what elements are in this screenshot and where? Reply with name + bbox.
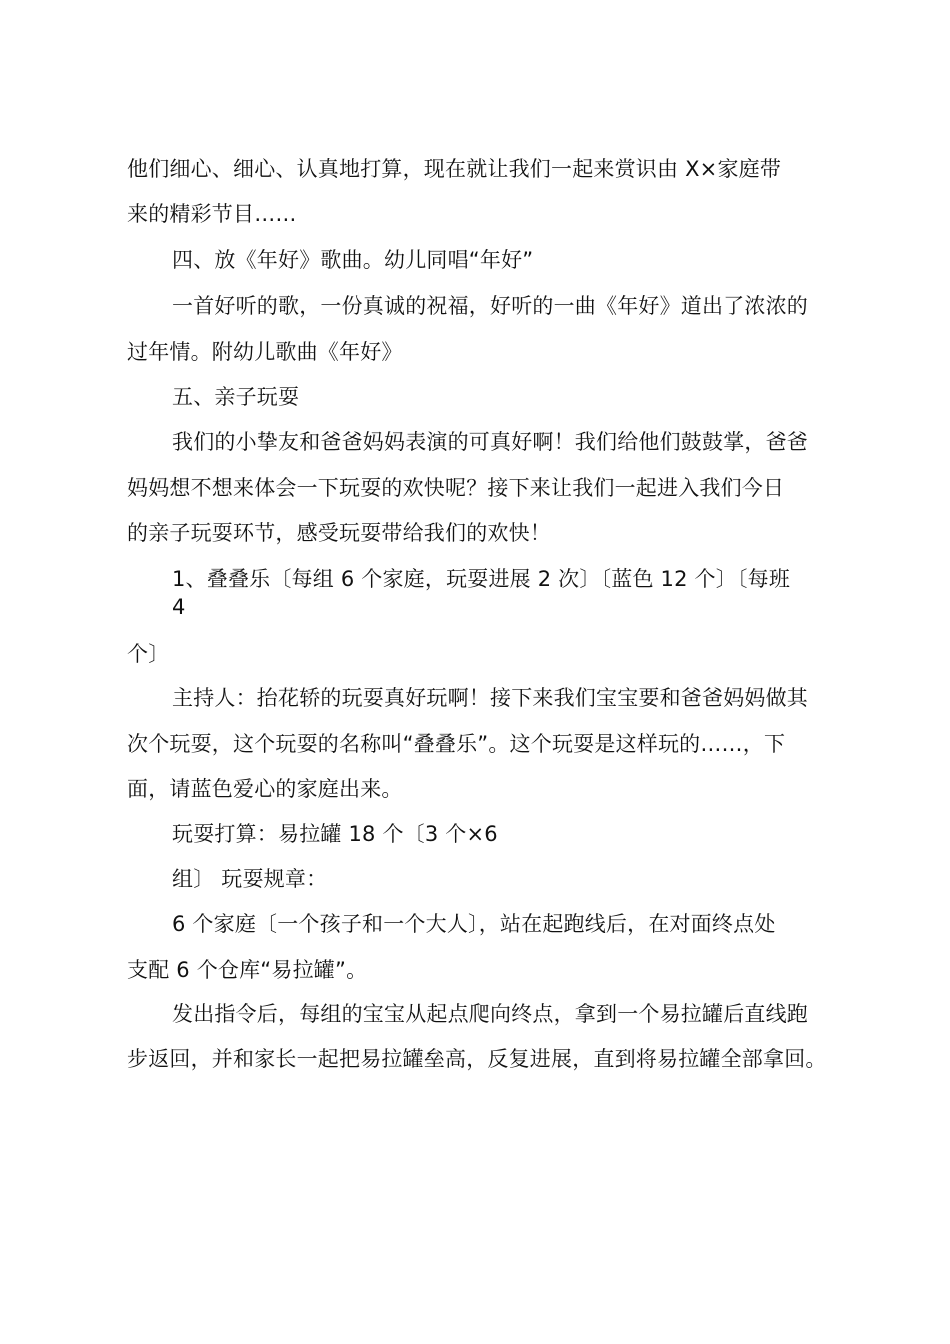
paragraph-line: 来的精彩节目…… [127, 202, 297, 226]
paragraph-line: 主持人：抬花轿的玩耍真好玩啊！接下来我们宝宝要和爸爸妈妈做其 [172, 686, 808, 710]
section-heading: 四、放《年好》歌曲。幼儿同唱“年好” [172, 248, 534, 272]
paragraph-line: 发出指令后，每组的宝宝从起点爬向终点，拿到一个易拉罐后直线跑 [172, 1002, 808, 1026]
paragraph-line: 的亲子玩耍环节，感受玩耍带给我们的欢快！ [127, 521, 551, 545]
list-item-line: 1、叠叠乐〔每组 6 个家庭，玩耍进展 2 次〕〔蓝色 12 个〕〔每班 [172, 567, 791, 591]
paragraph-line: 妈妈想不想来体会一下玩耍的欢快呢？接下来让我们一起进入我们今日 [127, 476, 785, 500]
paragraph-line: 一首好听的歌，一份真诚的祝福，好听的一曲《年好》道出了浓浓的 [172, 294, 808, 318]
list-item-line: 4 [172, 595, 186, 619]
paragraph-line: 组〕 玩耍规章： [172, 867, 328, 891]
paragraph-line: 过年情。附幼儿歌曲《年好》 [127, 340, 403, 364]
paragraph-line: 他们细心、细心、认真地打算，现在就让我们一起来赏识由 X×家庭带 [127, 157, 782, 181]
paragraph-line: 我们的小挚友和爸爸妈妈表演的可真好啊！我们给他们鼓鼓掌，爸爸 [172, 430, 808, 454]
paragraph-line: 步返回，并和家长一起把易拉罐垒高，反复进展，直到将易拉罐全部拿回。 [127, 1047, 827, 1071]
paragraph-line: 支配 6 个仓库“易拉罐”。 [127, 958, 368, 982]
paragraph-line: 面，请蓝色爱心的家庭出来。 [127, 777, 403, 801]
paragraph-line: 6 个家庭〔一个孩子和一个大人〕，站在起跑线后，在对面终点处 [172, 912, 776, 936]
paragraph-line: 玩耍打算：易拉罐 18 个〔3 个×6 [172, 822, 498, 846]
list-item-line: 个〕 [127, 642, 170, 666]
section-heading: 五、亲子玩耍 [172, 385, 300, 409]
paragraph-line: 次个玩耍，这个玩耍的名称叫“叠叠乐”。这个玩耍是这样玩的……，下 [127, 732, 786, 756]
